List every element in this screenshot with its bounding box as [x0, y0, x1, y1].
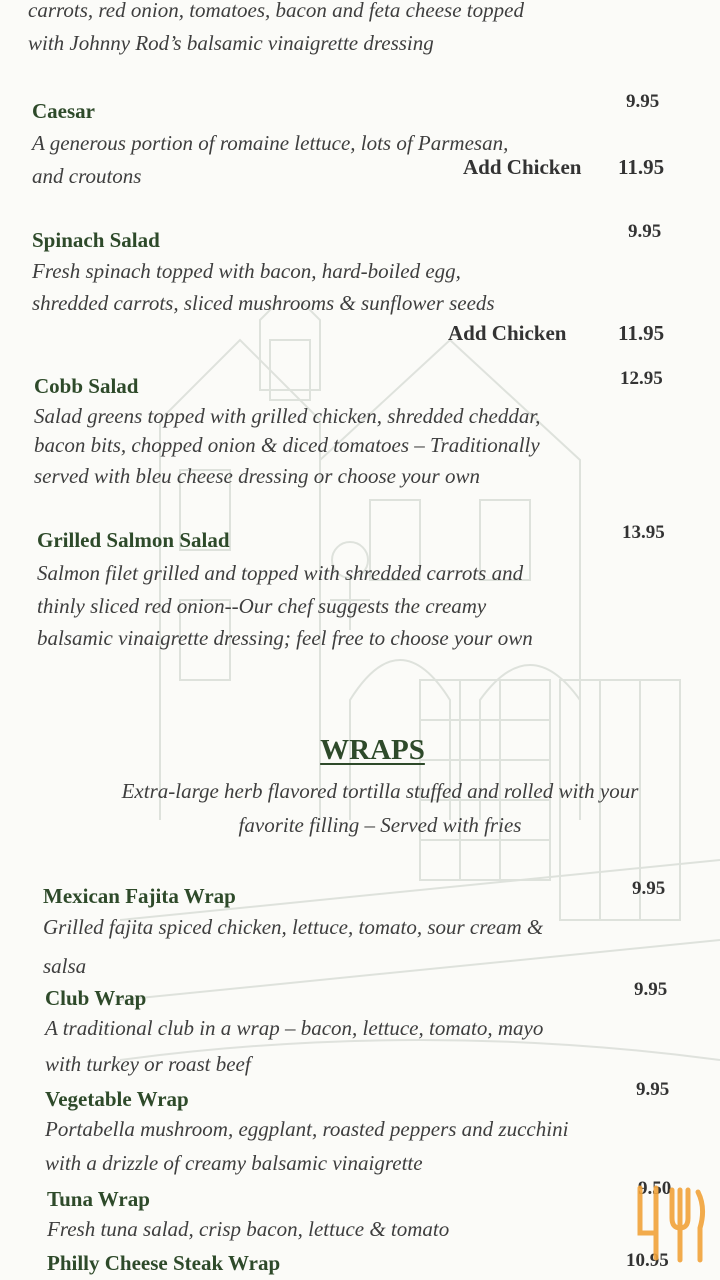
menu-item-desc: with a drizzle of creamy balsamic vinaigrette [45, 1151, 423, 1175]
menu-item-desc: bacon bits, chopped onion & diced tomatoes – Traditionally [34, 433, 540, 457]
menu-item-name: Vegetable Wrap [45, 1087, 189, 1111]
section-desc-line: Extra-large herb flavored tortilla stuffed and rolled with your [121, 779, 639, 803]
menu-item-desc: balsamic vinaigrette dressing; feel free to choose your own [37, 626, 533, 650]
menu-item-desc: Salmon filet grilled and topped with shredded carrots and [37, 561, 524, 585]
add-chicken-price: 11.95 [618, 155, 665, 179]
intro-line: with Johnny Rod’s balsamic vinaigrette dressing [28, 31, 434, 55]
menu-item-desc: Fresh tuna salad, crisp bacon, lettuce & tomato [47, 1217, 450, 1241]
add-chicken-label: Add Chicken [463, 155, 582, 179]
menu-item-desc: salsa [43, 954, 87, 978]
add-chicken-price: 11.95 [618, 321, 665, 345]
menu-item-desc: A generous portion of romaine lettuce, lots of Parmesan, [32, 131, 509, 155]
menu-item-desc: Portabella mushroom, eggplant, roasted peppers and zucchini [45, 1117, 569, 1141]
menu-item-price: 9.95 [636, 1079, 670, 1100]
menu-item-price: 9.50 [638, 1178, 672, 1199]
add-chicken-label: Add Chicken [448, 321, 567, 345]
menu-item-name: Philly Cheese Steak Wrap [47, 1251, 281, 1275]
menu-item-desc: shredded carrots, sliced mushrooms & sunflower seeds [32, 291, 495, 315]
menu-item-name: Grilled Salmon Salad [37, 528, 230, 552]
menu-item-name: Cobb Salad [34, 374, 139, 398]
intro-line: carrots, red onion, tomatoes, bacon and feta cheese topped [28, 0, 524, 22]
section-desc [40, 774, 720, 842]
section-title: WRAPS [320, 734, 425, 766]
menu-item-desc: A traditional club in a wrap – bacon, lettuce, tomato, mayo [45, 1016, 544, 1040]
menu-item-price: 12.95 [620, 368, 663, 389]
menu-item-price: 9.95 [628, 221, 662, 242]
menu-item-price: 9.95 [626, 91, 660, 112]
menu-item-name: Spinach Salad [32, 228, 160, 252]
fork-logo-icon [628, 1178, 708, 1268]
menu-item-name: Mexican Fajita Wrap [43, 884, 236, 908]
menu-item-desc: Salad greens topped with grilled chicken, shredded cheddar, [34, 404, 541, 428]
menu-item-desc: and croutons [32, 164, 142, 188]
menu-item-price: 10.95 [626, 1250, 669, 1271]
menu-item-desc: served with bleu cheese dressing or choose your own [34, 464, 480, 488]
menu-item-desc: with turkey or roast beef [45, 1052, 251, 1076]
menu-item-desc: thinly sliced red onion--Our chef suggests the creamy [37, 594, 487, 618]
menu-item-desc: Fresh spinach topped with bacon, hard-boiled egg, [32, 259, 461, 283]
menu-item-desc: Grilled fajita spiced chicken, lettuce, tomato, sour cream & [43, 915, 544, 939]
menu-item-price: 9.95 [632, 878, 666, 899]
menu-item-price: 13.95 [622, 522, 665, 543]
menu-item-name: Caesar [32, 99, 95, 123]
menu-item-name: Tuna Wrap [47, 1187, 150, 1211]
menu-item-price: 9.95 [634, 979, 668, 1000]
section-desc-line: favorite filling – Served with fries [238, 813, 522, 837]
menu-item-name: Club Wrap [45, 986, 147, 1010]
